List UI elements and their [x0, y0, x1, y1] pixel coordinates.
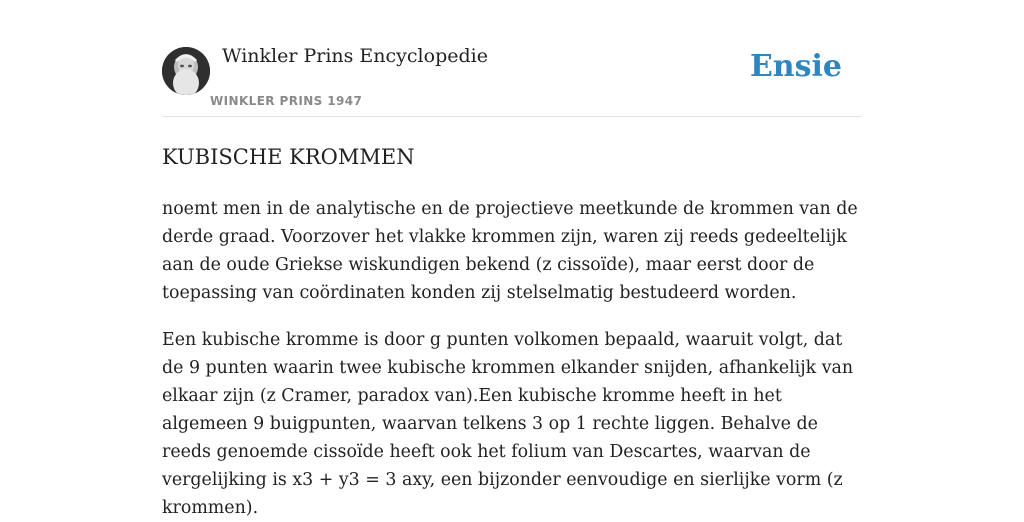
portrait-icon — [162, 47, 210, 95]
page-container — [162, 0, 862, 522]
brand-logo[interactable]: Ensie — [749, 49, 842, 84]
page-header — [162, 0, 862, 117]
article-paragraph: noemt men in de analytische en de projectieve meetkunde de krommen van de derde graad. Voorzover het vlakke krommen zijn, waren zij reeds gedeeltelijk aan de oude Griekse wiskundigen bekend (z cissoïde), maar eerst door de toepassing van coördinaten konden zij stelselmatig bestudeerd worden. — [162, 199, 858, 303]
site-subtitle: WINKLER PRINS 1947 — [210, 94, 363, 108]
site-name[interactable]: Winkler Prins Encyclopedie — [222, 45, 488, 67]
avatar[interactable] — [162, 47, 210, 95]
article-title: KUBISCHE KROMMEN — [162, 145, 415, 169]
article-paragraph: Een kubische kromme is door g punten volkomen bepaald, waaruit volgt, dat de 9 punten waarin twee kubische krommen elkander snijden, afhankelijk van elkaar zijn (z Cramer, paradox van).Een kubische kromme heeft in het algemeen 9 buigpunten, waarvan telkens 3 op 1 rechte liggen. Behalve de reeds genoemde cissoïde heeft ook het folium van Descartes, waarvan de vergelijking is x3 + y3 = 3 axy, een bijzonder eenvoudige en sierlijke vorm (z krommen). — [162, 330, 854, 518]
